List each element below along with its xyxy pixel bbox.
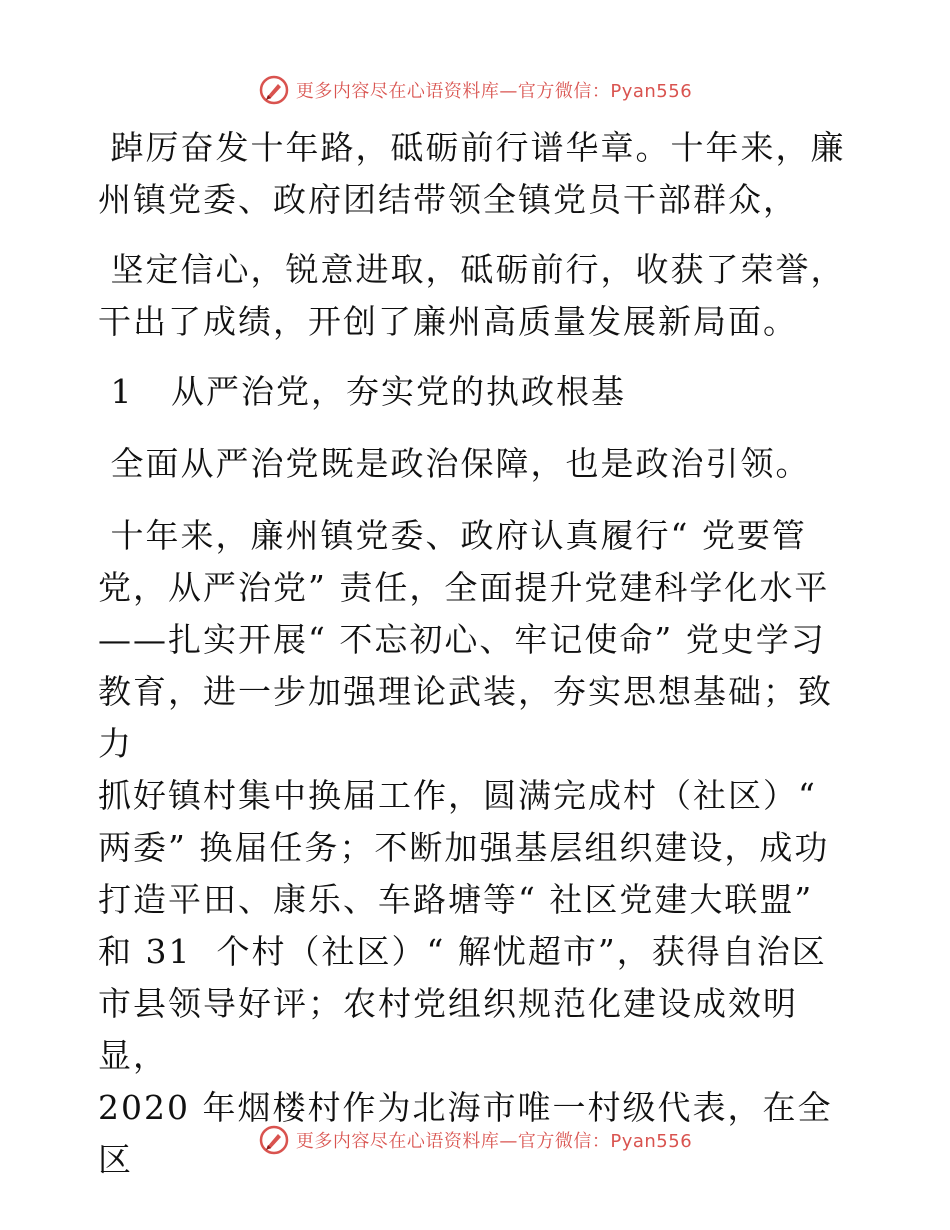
paragraph-details: 十年来，廉州镇党委、政府认真履行“ 党要管 党，从严治党” 责任，全面提升党建科学化水平 ——扎实开展“ 不忘初心、牢记使命” 党史学习 教育，进一步加强理论武装，夯实思想基础；致力 抓好镇村集中换届工作，圆满完成村（社区）“ 两委” 换届任务；不断加强基层组织建设，成功 打造平田、康乐、车路塘等“ 社区党建大联盟” 和 31 个村（社区）“ 解忧超市”，获得自治区 市县领导好评；农村党组织规范化建设成效明显， 2020 年烟楼村作为北海市唯一村级代表，在全区 (98, 516, 833, 1179)
header-watermark (0, 74, 950, 106)
document-body (98, 122, 858, 1186)
section-heading: 1 从严治党，夯实党的执政根基 (98, 372, 626, 411)
pen-logo-icon (258, 1124, 290, 1156)
footer-watermark (0, 1124, 950, 1156)
paragraph-guarantee: 全面从严治党既是政治保障，也是政治引领。 (98, 444, 811, 483)
pen-logo-icon (258, 74, 290, 106)
paragraph-intro: 踔厉奋发十年路，砥砺前行谱华章。十年来，廉 州镇党委、政府团结带领全镇党员干部群众， (98, 128, 846, 219)
paragraph-achievement: 坚定信心，锐意进取，砥砺前行，收获了荣誉， 干出了成绩，开创了廉州高质量发展新局面。 (98, 250, 846, 341)
watermark-text: 更多内容尽在心语资料库—官方微信：Pyan556 (295, 1131, 693, 1152)
watermark-text: 更多内容尽在心语资料库—官方微信：Pyan556 (295, 81, 693, 102)
